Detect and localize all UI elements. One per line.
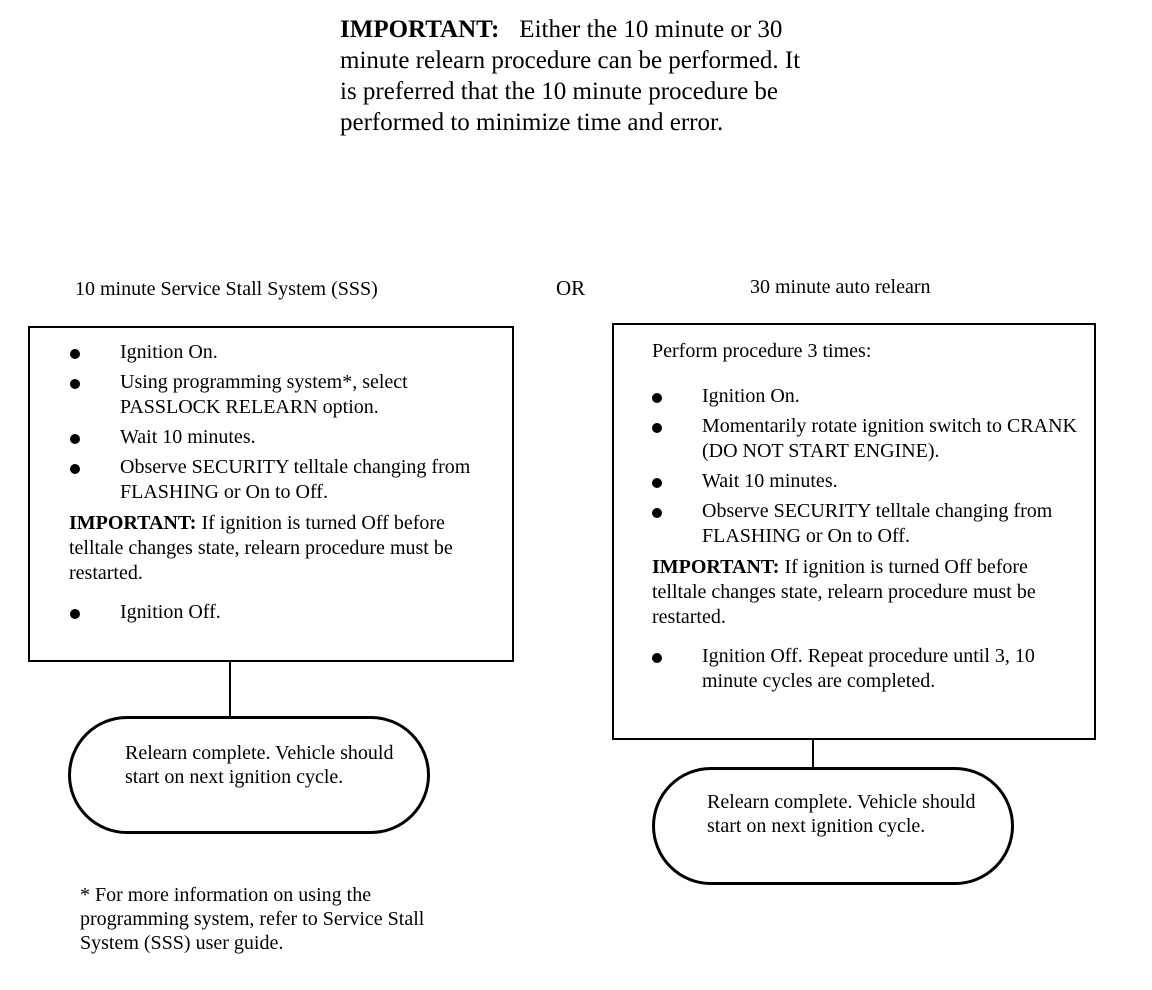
list-item: Observe SECURITY telltale changing from FLASHING or On to Off.: [70, 455, 492, 505]
list-item: Wait 10 minutes.: [652, 469, 1080, 494]
list-item: Ignition On.: [652, 384, 1080, 409]
bullet-icon: [70, 609, 80, 619]
list-item: Momentarily rotate ignition switch to CRANK (DO NOT START ENGINE).: [652, 414, 1080, 464]
footnote: * For more information on using the programming system, refer to Service Stall System (SSS) user guide.: [80, 884, 425, 954]
bullet-icon: [70, 464, 80, 474]
left-heading: 10 minute Service Stall System (SSS): [75, 278, 378, 300]
left-steps-a: [70, 340, 492, 505]
bullet-icon: [652, 423, 662, 433]
bullet-icon: [652, 508, 662, 518]
list-item: Observe SECURITY telltale changing from FLASHING or On to Off.: [652, 499, 1080, 549]
important-label: IMPORTANT:: [340, 16, 500, 43]
important-text: Either the 10 minute or 30 minute relearn procedure can be performed. It is preferred that the 10 minute procedure be performed to minimize time and error.: [340, 16, 801, 136]
right-steps-b: [652, 644, 1080, 694]
left-connector-line: [229, 662, 231, 717]
or-label: OR: [556, 276, 586, 300]
list-item: Ignition Off.: [70, 600, 492, 625]
right-connector-line: [812, 740, 814, 768]
right-result-oval: [652, 767, 1014, 885]
bullet-icon: [70, 434, 80, 444]
list-item: Ignition On.: [70, 340, 492, 365]
list-item: Ignition Off. Repeat procedure until 3, 10 minute cycles are completed.: [652, 644, 1080, 694]
bullet-icon: [652, 393, 662, 403]
left-result-text: Relearn complete. Vehicle should start on next ignition cycle.: [125, 742, 394, 788]
right-intro: Perform procedure 3 times:: [652, 340, 872, 362]
important-note: [340, 14, 810, 138]
left-important-note: IMPORTANT: If ignition is turned Off before telltale changes state, relearn procedure must be restarted.: [69, 512, 453, 584]
bullet-icon: [652, 478, 662, 488]
right-steps-a: [652, 384, 1080, 549]
bullet-icon: [652, 653, 662, 663]
list-item: Wait 10 minutes.: [70, 425, 492, 450]
right-important-note: IMPORTANT: If ignition is turned Off before telltale changes state, relearn procedure must be restarted.: [652, 556, 1036, 628]
bullet-icon: [70, 349, 80, 359]
right-procedure-box: [612, 323, 1096, 740]
bullet-icon: [70, 379, 80, 389]
right-heading: 30 minute auto relearn: [750, 276, 931, 298]
right-result-text: Relearn complete. Vehicle should start on next ignition cycle.: [707, 791, 976, 837]
left-result-oval: [68, 716, 430, 834]
list-item: Using programming system*, select PASSLOCK RELEARN option.: [70, 370, 492, 420]
left-steps-b: [70, 600, 492, 625]
left-procedure-box: [28, 326, 514, 662]
